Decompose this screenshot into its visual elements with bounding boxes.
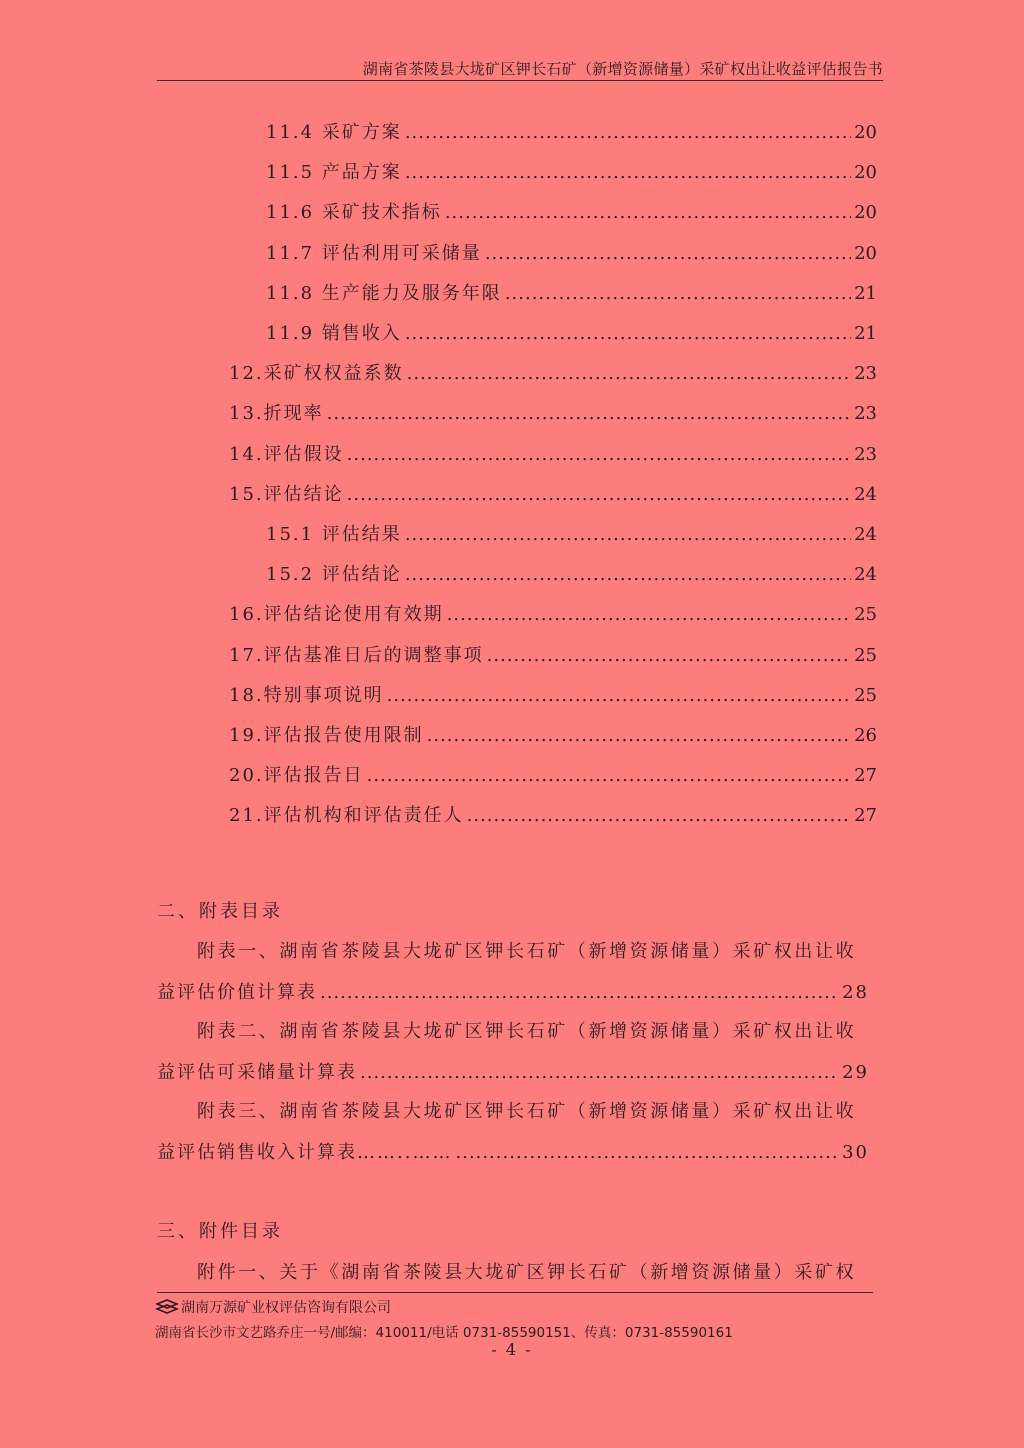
toc-entry-title: 11.5 产品方案 <box>266 162 402 184</box>
toc-entry-page: 23 <box>854 363 877 385</box>
leader-dots <box>367 763 851 789</box>
leader-dots <box>485 241 851 267</box>
appendix-table-2-line2 <box>157 1058 869 1084</box>
appendix-table-3-page: 30 <box>842 1142 869 1163</box>
toc-entry <box>229 723 877 749</box>
leader-dots <box>447 602 851 628</box>
leader-dots <box>487 643 851 669</box>
toc-entry-title: 17.评估基准日后的调整事项 <box>229 644 484 666</box>
toc-entry-page: 20 <box>854 242 877 264</box>
toc-entry-page: 25 <box>854 604 877 626</box>
toc-entry <box>266 281 877 307</box>
toc-entry <box>229 361 877 387</box>
toc-entry <box>266 321 877 347</box>
toc-entry-page: 24 <box>854 524 877 545</box>
leader-dots <box>405 120 851 146</box>
leader-dots <box>467 803 851 829</box>
appendix-table-2-page: 29 <box>842 1062 869 1083</box>
leader-dots <box>320 982 839 1003</box>
leader-dots <box>347 442 851 468</box>
leader-dots <box>405 321 851 347</box>
company-logo-icon <box>155 1299 179 1315</box>
appendix-table-2-line1: 附表二、湖南省茶陵县大垅矿区钾长石矿（新增资源储量）采矿权出让收 <box>197 1021 857 1042</box>
toc-entry-title: 12.采矿权权益系数 <box>229 363 404 385</box>
toc-entry <box>229 803 877 829</box>
attachment-1-line1: 附件一、关于《湖南省茶陵县大垅矿区钾长石矿（新增资源储量）采矿权 <box>197 1262 857 1283</box>
toc-entry <box>266 200 877 226</box>
toc-entry <box>229 763 877 789</box>
toc-entry <box>229 401 877 427</box>
toc-entry-page: 25 <box>854 644 877 666</box>
appendix-table-1-title: 益评估价值计算表 <box>157 982 317 1003</box>
toc-entry-page: 20 <box>854 202 877 224</box>
leader-dots <box>360 1062 839 1083</box>
toc-entry <box>266 241 877 267</box>
leader-dots <box>387 683 851 709</box>
toc-entry-page: 27 <box>854 765 877 787</box>
appendix-table-1-line2 <box>157 978 869 1004</box>
toc-entry <box>229 442 877 468</box>
toc-entry <box>266 522 877 548</box>
toc-entry-page: 21 <box>854 323 877 344</box>
toc-entry-title: 11.6 采矿技术指标 <box>266 202 442 224</box>
toc-entry-title: 20.评估报告日 <box>229 765 364 787</box>
running-header: 湖南省茶陵县大垅矿区钾长石矿（新增资源储量）采矿权出让收益评估报告书 <box>362 60 883 78</box>
toc-entry-page: 24 <box>854 564 877 586</box>
toc-entry-page: 20 <box>854 162 877 184</box>
toc-entry <box>229 482 877 508</box>
toc-entry <box>229 683 877 709</box>
toc-entry-page: 24 <box>854 483 877 505</box>
toc-entry <box>266 120 877 146</box>
toc-entry <box>229 602 877 628</box>
toc-entry <box>229 643 877 669</box>
leader-dots <box>405 160 851 186</box>
toc-entry-title: 21.评估机构和评估责任人 <box>229 805 464 827</box>
appendix-tables-heading: 二、附表目录 <box>157 901 283 922</box>
toc-entry-page: 25 <box>854 684 877 706</box>
appendix-table-3-title: 益评估销售收入计算表……..…… <box>157 1142 453 1163</box>
leader-dots <box>347 482 851 508</box>
leader-dots <box>407 361 851 387</box>
toc-entry <box>266 562 877 588</box>
appendix-table-2-title: 益评估可采储量计算表 <box>157 1062 357 1083</box>
appendix-table-3-line1: 附表三、湖南省茶陵县大垅矿区钾长石矿（新增资源储量）采矿权出让收 <box>197 1101 857 1122</box>
footer-address: 湖南省长沙市文艺路乔庄一号/邮编：410011/电话 0731-85590151、传真：0731-85590161 <box>155 1325 733 1341</box>
toc-entry-page: 27 <box>854 805 877 827</box>
toc-entry-page: 20 <box>854 122 877 143</box>
toc-entry-title: 11.9 销售收入 <box>266 323 402 344</box>
toc-entry-title: 11.4 采矿方案 <box>266 122 402 143</box>
toc-entry-page: 23 <box>854 443 877 465</box>
toc-entry-title: 16.评估结论使用有效期 <box>229 604 444 626</box>
toc-entry-title: 15.1 评估结果 <box>266 524 402 545</box>
company-name: 湖南万源矿业权评估咨询有限公司 <box>181 1300 391 1316</box>
toc-entry-title: 14.评估假设 <box>229 443 344 465</box>
leader-dots <box>327 401 851 427</box>
toc-entry-page: 23 <box>854 403 877 425</box>
toc-entry-page: 26 <box>854 725 877 746</box>
leader-dots <box>505 281 851 307</box>
toc-entry-title: 19.评估报告使用限制 <box>229 725 424 746</box>
toc-entry <box>266 160 877 186</box>
toc-entry-title: 15.评估结论 <box>229 483 344 505</box>
footer-rule <box>157 1292 873 1293</box>
page-number: - 4 - <box>491 1340 533 1359</box>
toc-entry-title: 15.2 评估结论 <box>266 564 402 586</box>
leader-dots <box>427 723 851 749</box>
toc-entry-title: 11.8 生产能力及服务年限 <box>266 282 502 304</box>
leader-dots <box>405 522 851 548</box>
appendix-table-1-page: 28 <box>842 982 869 1003</box>
appendix-table-1-line1: 附表一、湖南省茶陵县大垅矿区钾长石矿（新增资源储量）采矿权出让收 <box>197 941 857 962</box>
toc-entry-title: 11.7 评估利用可采储量 <box>266 242 482 264</box>
toc-entry-page: 21 <box>854 282 877 304</box>
toc-entry-title: 13.折现率 <box>229 403 324 425</box>
footer-company <box>155 1297 391 1317</box>
header-rule <box>157 80 883 81</box>
appendix-table-3-line2 <box>157 1138 869 1164</box>
leader-dots <box>455 1142 839 1163</box>
leader-dots <box>405 562 851 588</box>
attachments-heading: 三、附件目录 <box>157 1221 283 1242</box>
toc-entry-title: 18.特别事项说明 <box>229 684 384 706</box>
leader-dots <box>445 200 851 226</box>
